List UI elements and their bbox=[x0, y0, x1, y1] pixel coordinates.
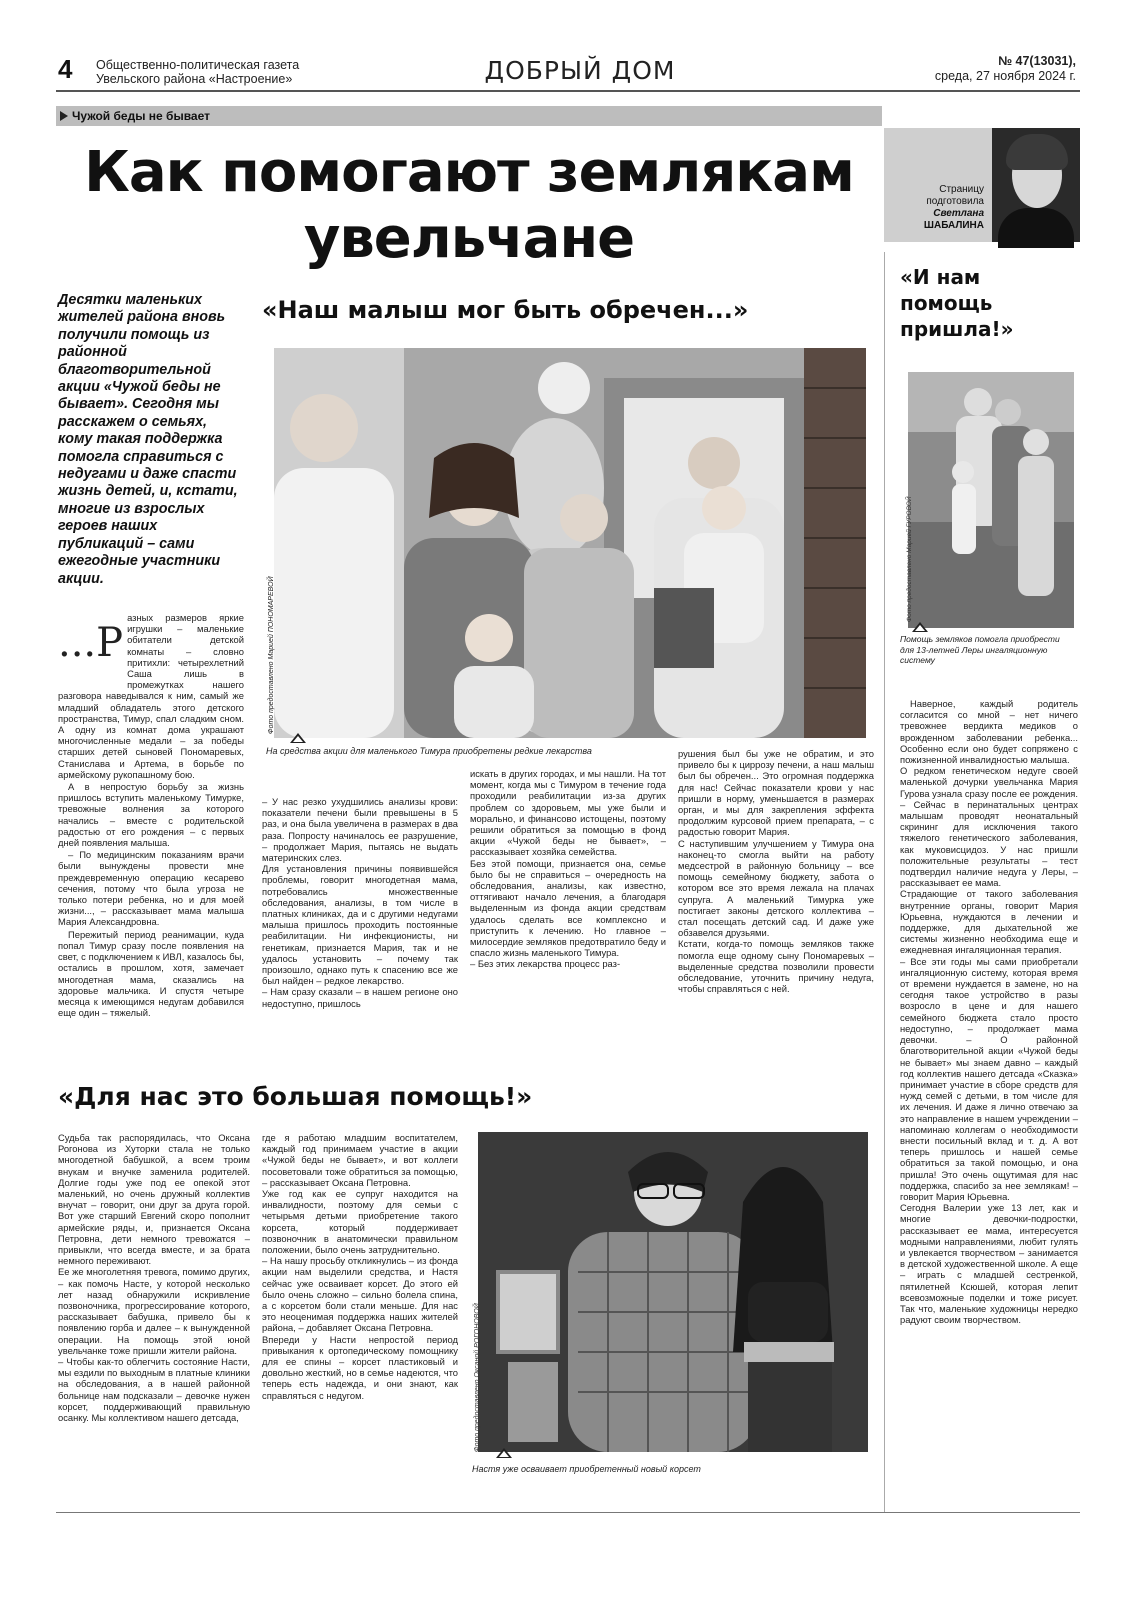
story3-photo bbox=[908, 372, 1074, 628]
story3-photo-credit: Фото предоставлено Марией ГУРОВОЙ bbox=[906, 496, 913, 622]
story1-photo bbox=[268, 348, 866, 738]
story2-caption-marker bbox=[496, 1448, 512, 1458]
story1-paragraph: Пережитый период реанимации, куда попал Тимур сразу после появления на свет, с подключением к ИВЛ, казалось бы, остались в прошлом, хотя, замечает многодетная мама, сказались на здоровье мальчика. И спустя четыре месяца к имеющимся недугам добавился еще один – тяжелый. bbox=[58, 928, 244, 1019]
story3-text: Наверное, каждый родитель согласится со мной – нет ничего тревожнее вердикта медиков о врожденном заболевании ребенка... Особенно если оно будет сопряжено с пожизненной инвалидностью малыша. О редком генетическом недуге своей маленькой дочурки увельчанка Мария Гурова узнала сразу после ее рождения. – Сейчас в перинатальных центрах малышам проводят неонатальный скрининг для исключения такого тяжелого генетического заболевания, как муковисцидоз. У нас пришли положительные результаты – тест подтвердил наличие недуга у Леры, – рассказывает ее мама. Страдающие от такого заболевания внутренние органы, говорит Мария Юрьевна, нуждаются в лечении и поддержке, для дыхательной же системы жизненно необходима еще и ежедневная ингаляционная терапия. – Все эти годы мы сами приобретали ингаляционную систему, которая время от времени нуждается в замене, но на сегодня такое устройство в разы возросло в цене и для нашего семейного бюджета стало просто недоступно, – продолжает мама девочки. – О районной благотворительной акции «Чужой беды не бывает» мы знаем давно – каждый год коллектив нашего детсада «Сказка» принимает участие в сборе средств для нужд семей с детьми, в том числе для их лечения. И даже я лично отвечаю за это направление в нашем учреждении – напоминаю коллегам о необходимости внести посильный вклад и т. д. А вот теперь пришлось и нашей семье обратиться за такой помощью, и она пришла! Это очень ощутимая для нас поддержка, спасибо за нее землякам! – говорит Мария Юрьевна. Сегодня Валерии уже 13 лет, как и многие девочки-подростки, рассказывает ее мама, интересуется модными направлениями, любит гулять и увлекается творчеством – занимается в детской художественной школе. А еще – играть с младшей сестренкой, пятилетней Ксюшей, которая лепит всевозможные поделки и тоже рисует. Так что, маленькие художницы нередко радуют своим творчеством. bbox=[900, 698, 1078, 1326]
story1-title: «Наш малыш мог быть обречен...» bbox=[262, 296, 749, 324]
issue-info bbox=[935, 54, 1076, 84]
story2-column-2: где я работаю младшим воспитателем, каждый год принимаем участие в акции «Чужой беды не бывает», и вот коллеги посоветовали тоже обратиться за помощью, – рассказывает Оксана Петровна. Уже год как ее супруг находится на инвалидности, поэтому для семьи с четырьмя детьми приобретение такого корсета, который поддерживает позвоночник в анатомически правильном положении, было очень затруднительно. – На нашу просьбу откликнулись – из фонда акции нам выделили средства, и Настя сейчас уже осваивает корсет. До этого ей было очень сложно – сильно болела спина, а с корсетом боли стали меньше. Для нас это неоценимая поддержка наших жителей района, – добавляет Оксана Петровна. Впереди у Насти непростой период привыкания к ортопедическому помощнику для ее спины – корсет пластиковый и довольно жесткий, но в семье надеются, что теперь есть надежда, и они знают, как справляться с недугом. bbox=[262, 1132, 458, 1401]
story3-title: «И нам помощь пришла!» bbox=[900, 265, 1014, 341]
story1-photo-credit: Фото предоставлено Марией ПОНОМАРЕВОЙ bbox=[268, 576, 275, 734]
issue-date: среда, 27 ноября 2024 г. bbox=[934, 69, 1076, 83]
story1-column-2: – У нас резко ухудшились анализы крови: показатели печени были превышены в 5 раз, и она была увеличена в размерах в два раза. Попросту начиналось ее разрушение, – продолжает Мария, пытаясь не выдать материнских слез. Для установления причины появившейся проблемы, говорит многодетная мама, потребовались множественные обследования, анализы, в том числе в платных клиниках, да и с другими недугами малыша пришлось проходить постоянные реабилитации. Ни инфекционисты, ни генетикам, признается Мария, так и не удалось установить – почему так произошло, однако путь к спасению все же был найден – редкое лекарство. – Нам сразу сказали – в нашем регионе оно недоступно, пришлось bbox=[262, 796, 458, 1009]
story2-column-1: Судьба так распорядилась, что Оксана Рогонова из Хуторки стала не только многодетной бабушкой, а всем троим внукам и внучке заменила родителей. Долгие годы уже под ее опекой этот маленький, но очень дружный коллектив внучат – говорит, они друг за друга горой. Вот уже старший Евгений скоро пополнит армейские ряды, и, признается Оксана Петровна, дети немного тревожатся – привыкли, что всегда вместе, и за брата немного переживают. Ее же многолетняя тревога, помимо других, – как помочь Насте, у которой несколько лет назад обнаружили искривление позвоночника, прогрессирование которого, рассказывает бабушка, привело бы к появлению горба и далее – к вынужденной операции. На помощь этой юной увельчанке тоже пришли жители района. – Чтобы как-то облегчить состояние Насти, мы ездили по выходным в платные клиники на обследования, а в нашей районной больнице нам подсказали – девочке нужен корсет, поддерживающий правильную осанку. Мы коллективом нашего детсада, bbox=[58, 1132, 250, 1424]
author-line2: подготовила bbox=[926, 196, 984, 207]
author-last-name: ШАБАЛИНА bbox=[923, 220, 984, 231]
author-box bbox=[884, 128, 1080, 242]
story2-photo-credit: Фото предоставлено Оксаной РОГОНОВОЙ bbox=[474, 1303, 481, 1452]
story2-photo bbox=[474, 1132, 868, 1452]
author-credit bbox=[892, 184, 984, 232]
story1-intro-paragraph: азных размеров яркие игрушки – маленькие обитатели детской комнаты – словно притихли: четырехлетний Саша лишь в промежутках нашего разговора наведывался к ним, самый же младший обладатель этого детского пространства, Тимур, спал сладким сном. А одну из комнат дома украшают многочисленные медали – за победы старших детей сыновей Пономаревых, Станислава и Артема, в борьбе по армейскому рукопашному бою. bbox=[58, 612, 244, 780]
header-rule bbox=[56, 90, 1080, 92]
author-first-name: Светлана bbox=[933, 208, 984, 219]
story1-paragraph: – По медицинским показаниям врачи были вынуждены провести мне преждевременную операцию кесарево сечения, потому что была угроза не только потери ребенка, но и для моей жизни..., – рассказывает мама малыша Мария Александровна. bbox=[58, 849, 244, 928]
paper-name-line2: Увельского района «Настроение» bbox=[96, 72, 293, 86]
story1-column-1 bbox=[58, 612, 244, 1019]
section-title: ДОБРЫЙ ДОМ bbox=[484, 56, 676, 85]
rubric-marker bbox=[60, 111, 68, 121]
story1-caption-marker bbox=[290, 733, 306, 743]
story1-column-3: искать в других городах, и мы нашли. На тот момент, когда мы с Тимуром в течение года проходили реабилитации из-за других проблем со здоровьем, мы уже были и морально, и финансово истощены, поэтому решили обратиться за помощью в фонд акции «Чужой беды не бывает», – рассказывает хозяйка семейства. Без этой помощи, признается она, семье было бы не справиться – очередность на обследования, анализы, как известно, оттягивают начало лечения, а благодаря выделенным из фонда акции средствам удалось сделать все комплексно и приступить к лечению. Но главное – милосердие земляков предотвратило беду и спасло жизнь маленького Тимура. – Без этих лекарства процесс раз- bbox=[470, 768, 666, 970]
issue-number: № 47(13031), bbox=[998, 54, 1076, 68]
story1-drop-cap: ...Р bbox=[58, 620, 124, 666]
grandmother-photo-illustration bbox=[478, 1132, 868, 1452]
story3-caption-marker bbox=[912, 622, 928, 632]
story3-photo-caption: Помощь земляков помогла приобрести для 13-летней Леры ингаляционную систему bbox=[900, 634, 1060, 665]
author-line1: Страницу bbox=[939, 184, 984, 195]
story1-column-4: рушения был бы уже не обратим, и это привело бы к циррозу печени, а наш малыш был бы обречен... Это огромная поддержка для нас! Сейчас показатели крови у нас пришли в норму, уменьшается в размерах орган, и мы для закрепления эффекта продолжим курсовой прием препарата, – с радостью говорит Мария. С наступившим улучшением у Тимура она наконец-то смогла выйти на работу медсестрой в районную больницу – все помощь семейному бюджету, забота о котором все это время лежала на плачах супруга. А маленький Тимурка уже постигает законы детского коллектива – стал посещать детский сад. И даже уже обзавелся друзьями. Кстати, когда-то помощь земляков также помогла еще одному сыну Пономаревых – выделенные средства позволили провести обследование, уточнить причину недуга, чтобы справляться с ней. bbox=[678, 748, 874, 995]
lead-paragraph: Десятки маленьких жителей района вновь получили помощь из районной благотворительной акции «Чужой беды не бывает». Сегодня мы расскажем о семьях, кому такая поддержка помогла справиться с недугами и даже спасти жизнь детей, и, кстати, многие из взрослых героев наших публикаций – сами ежегодные участники акции. bbox=[58, 292, 238, 587]
family-photo-illustration bbox=[274, 348, 866, 738]
story2-title: «Для нас это большая помощь!» bbox=[58, 1082, 533, 1111]
headline-line1: Как помогают землякам bbox=[84, 140, 854, 205]
story1-paragraph: А в непростую борьбу за жизнь пришлось вступить маленькому Тимурке, тревожные волнения за которого начались – вместе с родительской радостью от его рождения – с первых дней появления малыша. bbox=[58, 781, 244, 849]
page-number: 4 bbox=[58, 54, 73, 84]
rubric-label: Чужой беды не бывает bbox=[72, 109, 210, 123]
rubric-bar bbox=[56, 106, 882, 126]
paper-name bbox=[96, 58, 299, 86]
author-photo bbox=[992, 128, 1080, 242]
column-divider bbox=[884, 252, 885, 1512]
footer-rule bbox=[56, 1512, 1080, 1513]
story2-photo-caption: Настя уже осваивает приобретенный новый корсет bbox=[472, 1464, 701, 1474]
headline-line2: увельчане bbox=[303, 206, 635, 271]
headline bbox=[56, 140, 882, 272]
girl-photo-illustration bbox=[908, 372, 1074, 628]
paper-name-line1: Общественно-политическая газета bbox=[96, 58, 300, 72]
story1-photo-caption: На средства акции для маленького Тимура приобретены редкие лекарства bbox=[266, 746, 592, 756]
